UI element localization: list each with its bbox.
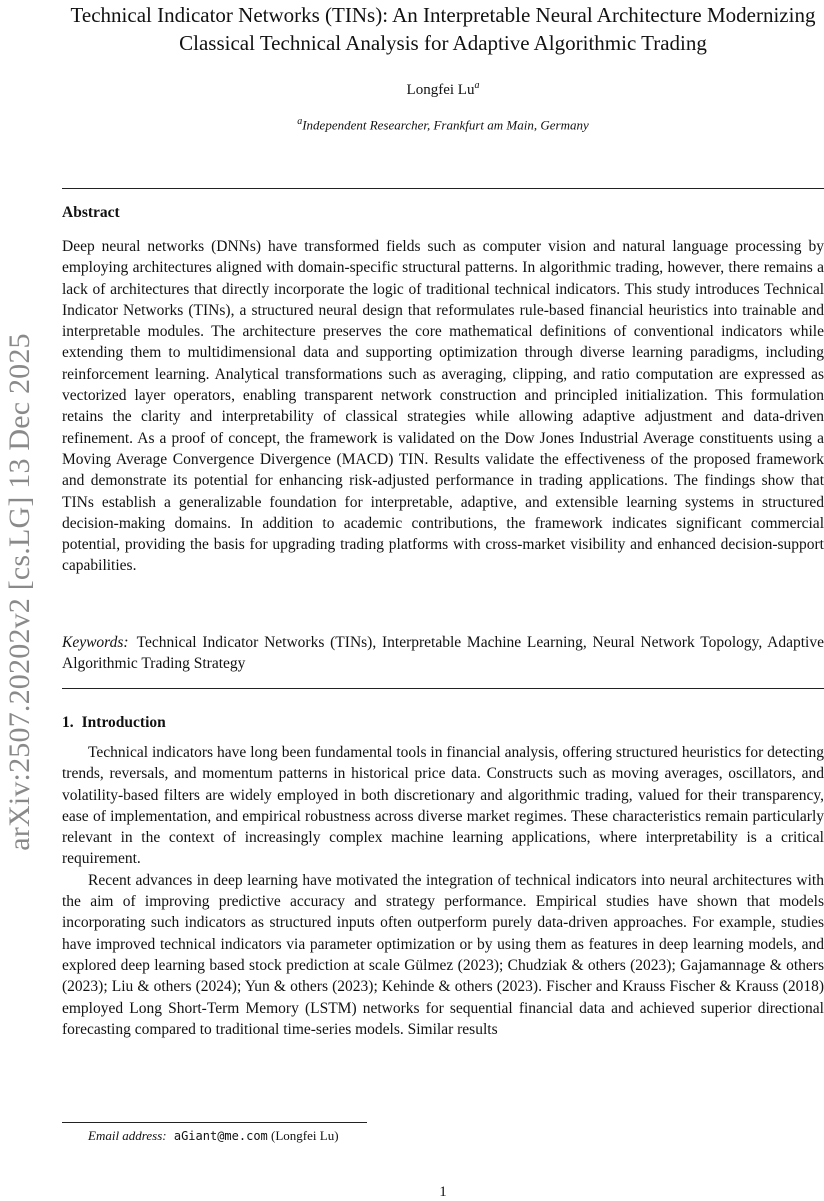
footnote-name: (Longfei Lu) — [271, 1128, 339, 1143]
abstract-bottom-rule — [62, 688, 824, 689]
email-address[interactable]: aGiant@me.com — [173, 1129, 268, 1143]
affiliation-mark: a — [297, 116, 303, 127]
abstract-heading: Abstract — [62, 204, 120, 221]
footnote-rule — [62, 1122, 367, 1123]
introduction-paragraph-1: Technical indicators have long been fundamental tools in financial analysis, offering structured heuristics for detecting trends, reversals, and momentum patterns in historical price data. Constructs such as moving averages, oscillators, and volatility-based filters are widely employed in both discretionary and algorithmic trading, valued for their transparency, ease of implementation, and empirical robustness across diverse market regimes. These characteristics remain particularly relevant in the context of increasingly complex machine learning applications, where interpretability is a critical requirement. — [62, 744, 824, 868]
abstract-body: Deep neural networks (DNNs) have transformed fields such as computer vision and natural language processing by employing architectures aligned with domain-specific structural patterns. In algorithmic trading, however, there remains a lack of architectures that directly incorporate the logic of traditional technical indicators. This study introduces Technical Indicator Networks (TINs), a structured neural design that reformulates rule-based financial heuristics into trainable and interpretable modules. The architecture preserves the core mathematical definitions of conventional indicators while extending them to multidimensional data and supporting optimization through diverse learning paradigms, including reinforcement learning. Analytical transformations such as averaging, clipping, and ratio computation are expressed as vectorized layer operators, enabling transparent network construction and principled initialization. This formulation retains the clarity and interpretability of classical strategies while allowing adaptive adjustment and data-driven refinement. As a proof of concept, the framework is validated on the Dow Jones Industrial Average constituents using a Moving Average Convergence Divergence (MACD) TIN. Results validate the effectiveness of the proposed framework and demonstrate its potential for enhancing risk-adjusted performance in trading applications. The findings show that TINs establish a generalizable foundation for interpretable, adaptive, and extensible learning systems in structured decision-making domains. In addition to academic contributions, the framework indicates significant commercial potential, providing the basis for upgrading trading platforms with cross-market visibility and enhanced decision-support capabilities. — [62, 238, 824, 575]
affiliation-text: Independent Researcher, Frankfurt am Main, Germany — [302, 117, 589, 133]
arxiv-identifier: arXiv:2507.20202v2 [cs.LG] 13 Dec 2025 — [3, 333, 36, 851]
author-line — [62, 80, 824, 99]
author-affiliation-mark: a — [474, 80, 480, 91]
introduction-body — [62, 742, 824, 1040]
abstract-top-rule — [62, 188, 824, 189]
footnote — [88, 1128, 339, 1144]
keywords-label: Keywords: — [62, 634, 129, 651]
introduction-paragraph-2: Recent advances in deep learning have motivated the integration of technical indicators into neural architectures with the aim of improving predictive accuracy and strategy performance. Empirical studies have shown that models incorporating such indicators as structured inputs often outperform purely data-driven approaches. For example, studies have improved technical indicators via parameter optimization or by using them as features in deep learning models, and explored deep learning based stock prediction at scale Gülmez (2023); Chudziak & others (2023); Gajamannage & others (2023); Liu & others (2024); Yun & others (2023); Kehinde & others (2023). Fischer and Krauss Fischer & Krauss (2018) employed Long Short-Term Memory (LSTM) networks for sequential financial data and achieved superior directional forecasting compared to traditional time-series models. Similar results — [62, 871, 824, 1038]
affiliation-line — [62, 116, 824, 133]
paper-page — [62, 0, 824, 1200]
arxiv-stamp — [0, 0, 40, 1200]
keywords — [62, 632, 824, 675]
paper-title: Technical Indicator Networks (TINs): An Interpretable Neural Architecture Modernizing Classical Technical Analysis for Adaptive Algorithmic Trading — [70, 3, 816, 55]
section-title: Introduction — [81, 714, 166, 731]
page-number: 1 — [439, 1184, 447, 1200]
keywords-text: Technical Indicator Networks (TINs), Interpretable Machine Learning, Neural Network Topology, Adaptive Algorithmic Trading Strategy — [62, 634, 824, 673]
author-name: Longfei Lu — [406, 82, 475, 98]
section-heading-introduction — [62, 714, 166, 732]
section-number: 1. — [62, 714, 74, 731]
footnote-label: Email address: — [88, 1128, 167, 1143]
